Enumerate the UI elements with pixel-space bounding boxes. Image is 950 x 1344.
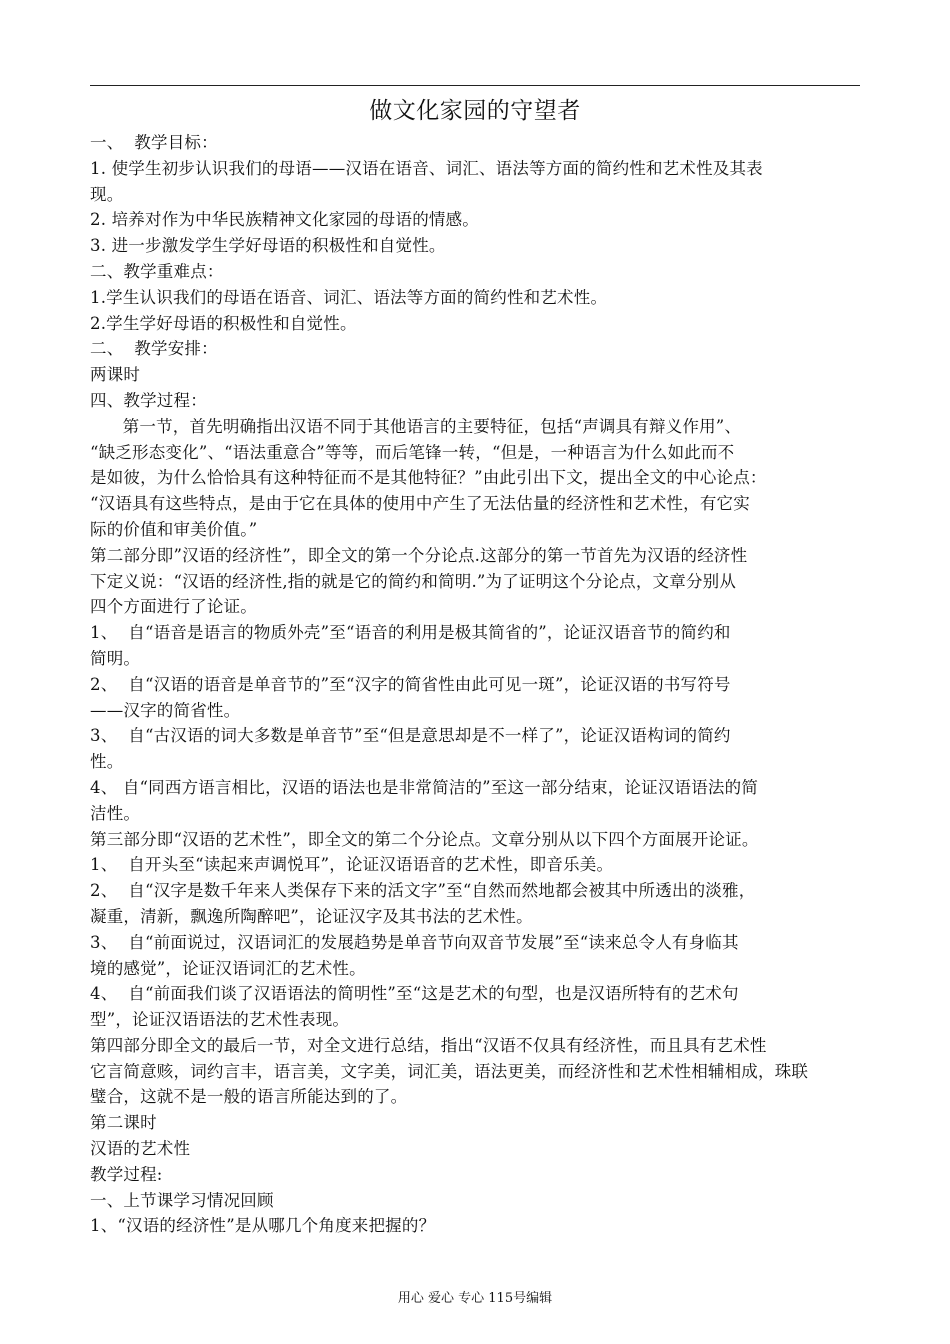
text-line: 现。 [90, 184, 124, 204]
text-line: 四、教学过程： [90, 390, 207, 410]
text-line: 1.学生认识我们的母语在语音、词汇、语法等方面的简约性和艺术性。 [90, 287, 608, 307]
text-line: 是如彼，为什么恰恰具有这种特征而不是其他特征？”由此引出下文，提出全文的中心论点： [90, 468, 767, 488]
text-line: 2、 自“汉语的语音是单音节的”至“汉字的简省性由此可见一斑”，论证汉语的书写符号 [90, 674, 731, 694]
text-line: 一、上节课学习情况回顾 [90, 1190, 274, 1210]
text-line: 1. 使学生初步认识我们的母语——汉语在语音、词汇、语法等方面的简约性和艺术性及其表 [90, 158, 763, 178]
text-line: 3、 自“前面说过，汉语词汇的发展趋势是单音节向双音节发展”至“读来总令人有身临其 [90, 932, 739, 952]
text-line: 四个方面进行了论证。 [90, 597, 257, 617]
text-line: 一、 教学目标： [90, 133, 218, 152]
text-line: 下定义说：“汉语的经济性,指的就是它的简约和简明.”为了证明这个分论点，文章分别从 [90, 571, 737, 591]
text-line: 第四部分即全文的最后一节，对全文进行总结，指出“汉语不仅具有经济性，而且具有艺术性 [90, 1035, 767, 1055]
page-footer: 用心 爱心 专心 115号编辑 [397, 1291, 553, 1306]
text-line: 教学过程: [90, 1164, 163, 1184]
text-line: 境的感觉”，论证汉语词汇的艺术性。 [90, 958, 366, 978]
text-line: 它言简意赅，词约言丰，语言美，文字美，词汇美，语法更美，而经济性和艺术性相辅相成，珠联 [90, 1061, 809, 1081]
text-line: 二、 教学安排： [90, 339, 218, 359]
text-line: 4、 自“前面我们谈了汉语语法的简明性”至“这是艺术的句型，也是汉语所特有的艺术句 [90, 984, 739, 1004]
text-line: “缺乏形态变化”、“语法重意合”等等，而后笔锋一转，“但是，一种语言为什么如此而不 [90, 442, 735, 462]
text-line: 1、 自开头至“读起来声调悦耳”，论证汉语语音的艺术性，即音乐美。 [90, 855, 614, 875]
text-line: 璧合，这就不是一般的语言所能达到的了。 [90, 1087, 408, 1107]
text-line: 凝重，清新，飘逸所陶醉吧”，论证汉字及其书法的艺术性。 [90, 906, 533, 926]
text-line: “汉语具有这些特点，是由于它在具体的使用中产生了无法估量的经济性和艺术性，有它实 [90, 494, 750, 514]
text-line: ——汉字的简省性。 [90, 700, 241, 720]
text-line: 2. 培养对作为中华民族精神文化家园的母语的情感。 [90, 210, 479, 230]
text-line: 1、 自“语音是语言的物质外壳”至“语音的利用是极其简省的”，论证汉语音节的简约和 [90, 623, 731, 643]
text-line: 二、教学重难点： [90, 261, 224, 281]
text-line: 第一节，首先明确指出汉语不同于其他语言的主要特征，包括“声调具有辩义作用”、 [90, 416, 742, 436]
text-line: 第二部分即”汉语的经济性”，即全文的第一个分论点.这部分的第一节首先为汉语的经济性 [90, 545, 748, 565]
document-title: 做文化家园的守望者 [369, 98, 581, 124]
text-line: 汉语的艺术性 [90, 1139, 191, 1159]
text-line: 际的价值和审美价值。” [90, 519, 258, 539]
text-line: 3、 自“古汉语的词大多数是单音节”至“但是意思却是不一样了”，论证汉语构词的简约 [90, 726, 731, 746]
text-line: 型”，论证汉语语法的艺术性表现。 [90, 1010, 350, 1030]
text-line: 性。 [90, 752, 124, 772]
text-line: 3. 进一步激发学生学好母语的积极性和自觉性。 [90, 236, 446, 256]
text-line: 4、 自“同西方语言相比，汉语的语法也是非常简洁的”至这一部分结束，论证汉语语法的简 [90, 777, 759, 797]
text-line: 洁性。 [90, 803, 141, 823]
text-line: 第三部分即“汉语的艺术性”，即全文的第二个分论点。文章分别从以下四个方面展开论证。 [90, 829, 759, 849]
text-line: 2、 自“汉字是数千年来人类保存下来的活文字”至“自然而然地都会被其中所透出的淡雅， [90, 881, 756, 901]
text-line: 简明。 [90, 648, 141, 668]
text-line: 两课时 [90, 365, 141, 385]
text-line: 2.学生学好母语的积极性和自觉性。 [90, 313, 357, 333]
text-line: 1、“汉语的经济性”是从哪几个角度来把握的？ [90, 1216, 436, 1236]
document-body [90, 130, 862, 1239]
header-rule [90, 85, 860, 86]
text-line: 第二课时 [90, 1113, 157, 1133]
